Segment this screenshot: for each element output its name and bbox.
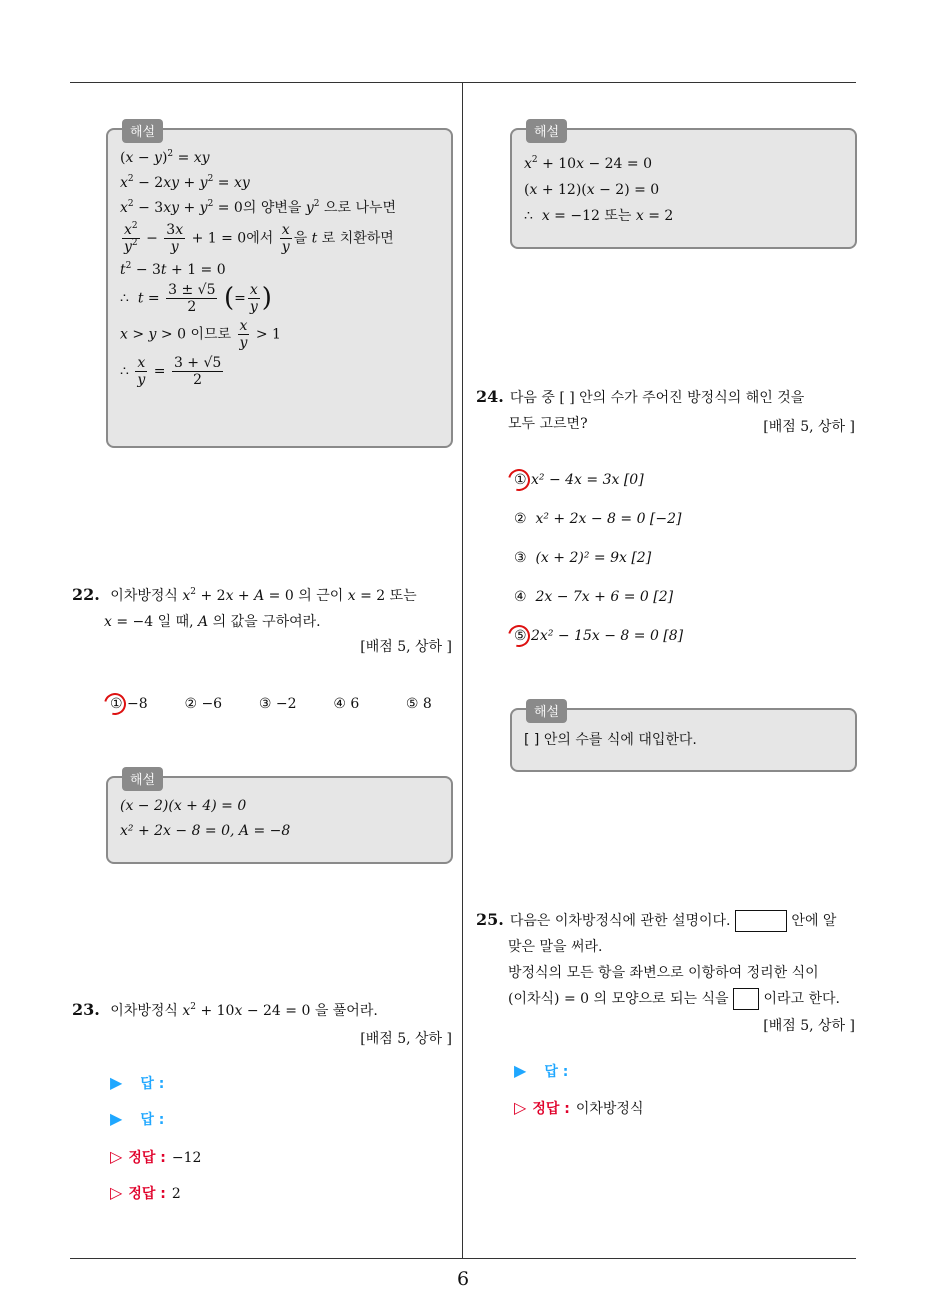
- q25-number: 25.: [476, 910, 504, 929]
- q24-option-4[interactable]: ④ 2x − 7x + 6 = 0 [2]: [514, 589, 674, 605]
- answer-blank-box: [733, 988, 759, 1010]
- q23-text-b: 을 풀어라.: [314, 1003, 378, 1019]
- q23-correct-1: ▷ 정답 : −12: [110, 1147, 202, 1166]
- q23-sol-line2: (x + 12)(x − 2) = 0: [524, 181, 660, 198]
- q24-text-line1: 다음 중 [ ] 안의 수가 주어진 방정식의 해인 것을: [509, 390, 805, 406]
- q22-choices: [110, 696, 432, 712]
- q22-number: 22.: [72, 585, 100, 604]
- q24-sol-line1: [ ] 안의 수를 식에 대입한다.: [524, 732, 697, 748]
- q21-sol-line4-text: 에서: [246, 230, 274, 247]
- q24-score: [배점 5, 상하 ]: [763, 419, 855, 435]
- q21-sol-line3-text: 의 양변을: [242, 199, 302, 216]
- q21-sol-line7-text: 이므로: [190, 326, 232, 343]
- q22-text-c: 또는: [389, 588, 417, 604]
- outline-triangle-icon: ▷: [514, 1098, 527, 1117]
- q23-sol-line3: ∴ x = −12 또는 x = 2: [524, 207, 674, 224]
- outline-triangle-icon: ▷: [110, 1147, 123, 1166]
- answer-blank-box: [735, 910, 787, 932]
- q25-line3: 방정식의 모든 항을 좌변으로 이항하여 정리한 식이: [508, 965, 819, 981]
- solution-tag: 해설: [122, 767, 163, 791]
- q25-line4a: (이차식) = 0 의 모양으로 되는 식을: [508, 991, 729, 1007]
- filled-triangle-icon: ▶: [110, 1073, 123, 1092]
- q22-text-e: 의 값을 구하여라.: [212, 614, 321, 630]
- q23-text-a: 이차방정식: [110, 1003, 178, 1019]
- top-rule: [70, 82, 856, 83]
- q24-option-5[interactable]: ⑤ 2x² − 15x − 8 = 0 [8]: [514, 628, 684, 644]
- q21-sol-line4: $\frac{x^2}{y^2}$ − $\frac{3x}{y}$ + 1 = 0에서 $\frac{x}{y}$ 을 t 로 치환하면: [124, 221, 394, 256]
- q21-sol-line2: $x^2 - 2xy + y^2$ = xy: [120, 173, 250, 191]
- q24-solution-box: [510, 705, 857, 772]
- q22-score: [배점 5, 상하 ]: [360, 639, 452, 655]
- q24-option-3[interactable]: ③ (x + 2)² = 9x [2]: [514, 550, 652, 566]
- q21-sol-line7: x > y > 0 이므로 $\frac{x}{y}$ > 1: [120, 317, 281, 351]
- q21-solution-box: [106, 125, 453, 448]
- q24-option-2[interactable]: ② x² + 2x − 8 = 0 [−2]: [514, 511, 682, 527]
- filled-triangle-icon: ▶: [110, 1109, 123, 1128]
- q23-solution-box: [510, 125, 857, 249]
- column-divider: [462, 82, 463, 1259]
- q22-text-a: 이차방정식: [110, 588, 178, 604]
- q23-score: [배점 5, 상하 ]: [360, 1031, 452, 1047]
- q23-sol-line1: $x^2 + 10x - 24 = 0$: [524, 155, 652, 172]
- q22-choice-4[interactable]: ④ 6: [333, 696, 360, 712]
- q21-sol-line6: ∴ t = $\frac{3 \pm √5}{2}$ (= $\frac{x}{y}$ ): [120, 282, 272, 316]
- q22-text-d: 일 때,: [157, 614, 194, 630]
- q22-solution-box: [106, 773, 453, 864]
- solution-tag: 해설: [526, 699, 567, 723]
- q21-sol-line3: $x^2 - 3xy + y^2 = 0$의 양변을 $y^2$ 으로 나누면: [120, 198, 397, 216]
- q23-number: 23.: [72, 1000, 100, 1019]
- bottom-rule: [70, 1258, 856, 1259]
- q23-question: 23. 이차방정식 $x^2 + 10x - 24 = 0$ 을 풀어라.: [72, 1000, 378, 1019]
- q22-sol-line2: x² + 2x − 8 = 0, A = −8: [120, 822, 291, 839]
- q25-line1b: 안에 알: [791, 913, 837, 929]
- q25-answer[interactable]: ▶ 답 :: [514, 1061, 569, 1080]
- q25-line4b: 이라고 한다.: [763, 991, 840, 1007]
- q25-line2: 맞은 말을 써라.: [508, 939, 603, 955]
- q25-line1a: 다음은 이차방정식에 관한 설명이다.: [509, 913, 731, 929]
- q24-number: 24.: [476, 387, 504, 406]
- solution-tag: 해설: [526, 119, 567, 143]
- q25-question: [476, 907, 860, 1012]
- page-number: 6: [456, 1268, 470, 1290]
- q21-sol-line3-tail: 으로 나누면: [323, 199, 397, 216]
- q22-sol-line1: (x − 2)(x + 4) = 0: [120, 798, 247, 814]
- q21-sol-line1: $(x - y)^2$ = xy: [120, 149, 210, 166]
- q23-correct-2: ▷ 정답 : 2: [110, 1183, 181, 1202]
- q21-sol-line4-mid: 을: [293, 230, 308, 247]
- outline-triangle-icon: ▷: [110, 1183, 123, 1202]
- q22-choice-2[interactable]: ② −6: [184, 696, 223, 712]
- solution-tag: 해설: [122, 119, 163, 143]
- q24-option-1[interactable]: ① x² − 4x = 3x [0]: [514, 472, 644, 488]
- q22-choice-5[interactable]: ⑤ 8: [405, 696, 432, 712]
- q22-text-b: 의 근이: [298, 588, 344, 604]
- q21-sol-line5: $t^2 - 3t + 1 = 0$: [120, 260, 226, 278]
- filled-triangle-icon: ▶: [514, 1061, 527, 1080]
- q21-sol-line8: ∴ $\frac{x}{y}$ = $\frac{3 + √5}{2}$: [120, 354, 222, 388]
- q23-answer-2[interactable]: ▶ 답 :: [110, 1109, 165, 1128]
- q24-text-line2: 모두 고르면?: [508, 416, 588, 432]
- q25-score: [배점 5, 상하 ]: [763, 1018, 855, 1034]
- q22-question: 22. 이차방정식 $x^2 + 2x + A = 0$ 의 근이 x = 2 또는 x = −4 일 때, A 의 값을 구하여라.: [72, 585, 417, 630]
- q23-answer-1[interactable]: ▶ 답 :: [110, 1073, 165, 1092]
- q25-correct: ▷ 정답 : 이차방정식: [514, 1098, 644, 1117]
- q21-sol-line4-tail: 로 치환하면: [321, 230, 394, 247]
- q22-choice-3[interactable]: ③ −2: [258, 696, 297, 712]
- q22-choice-1[interactable]: ① −8: [110, 696, 148, 712]
